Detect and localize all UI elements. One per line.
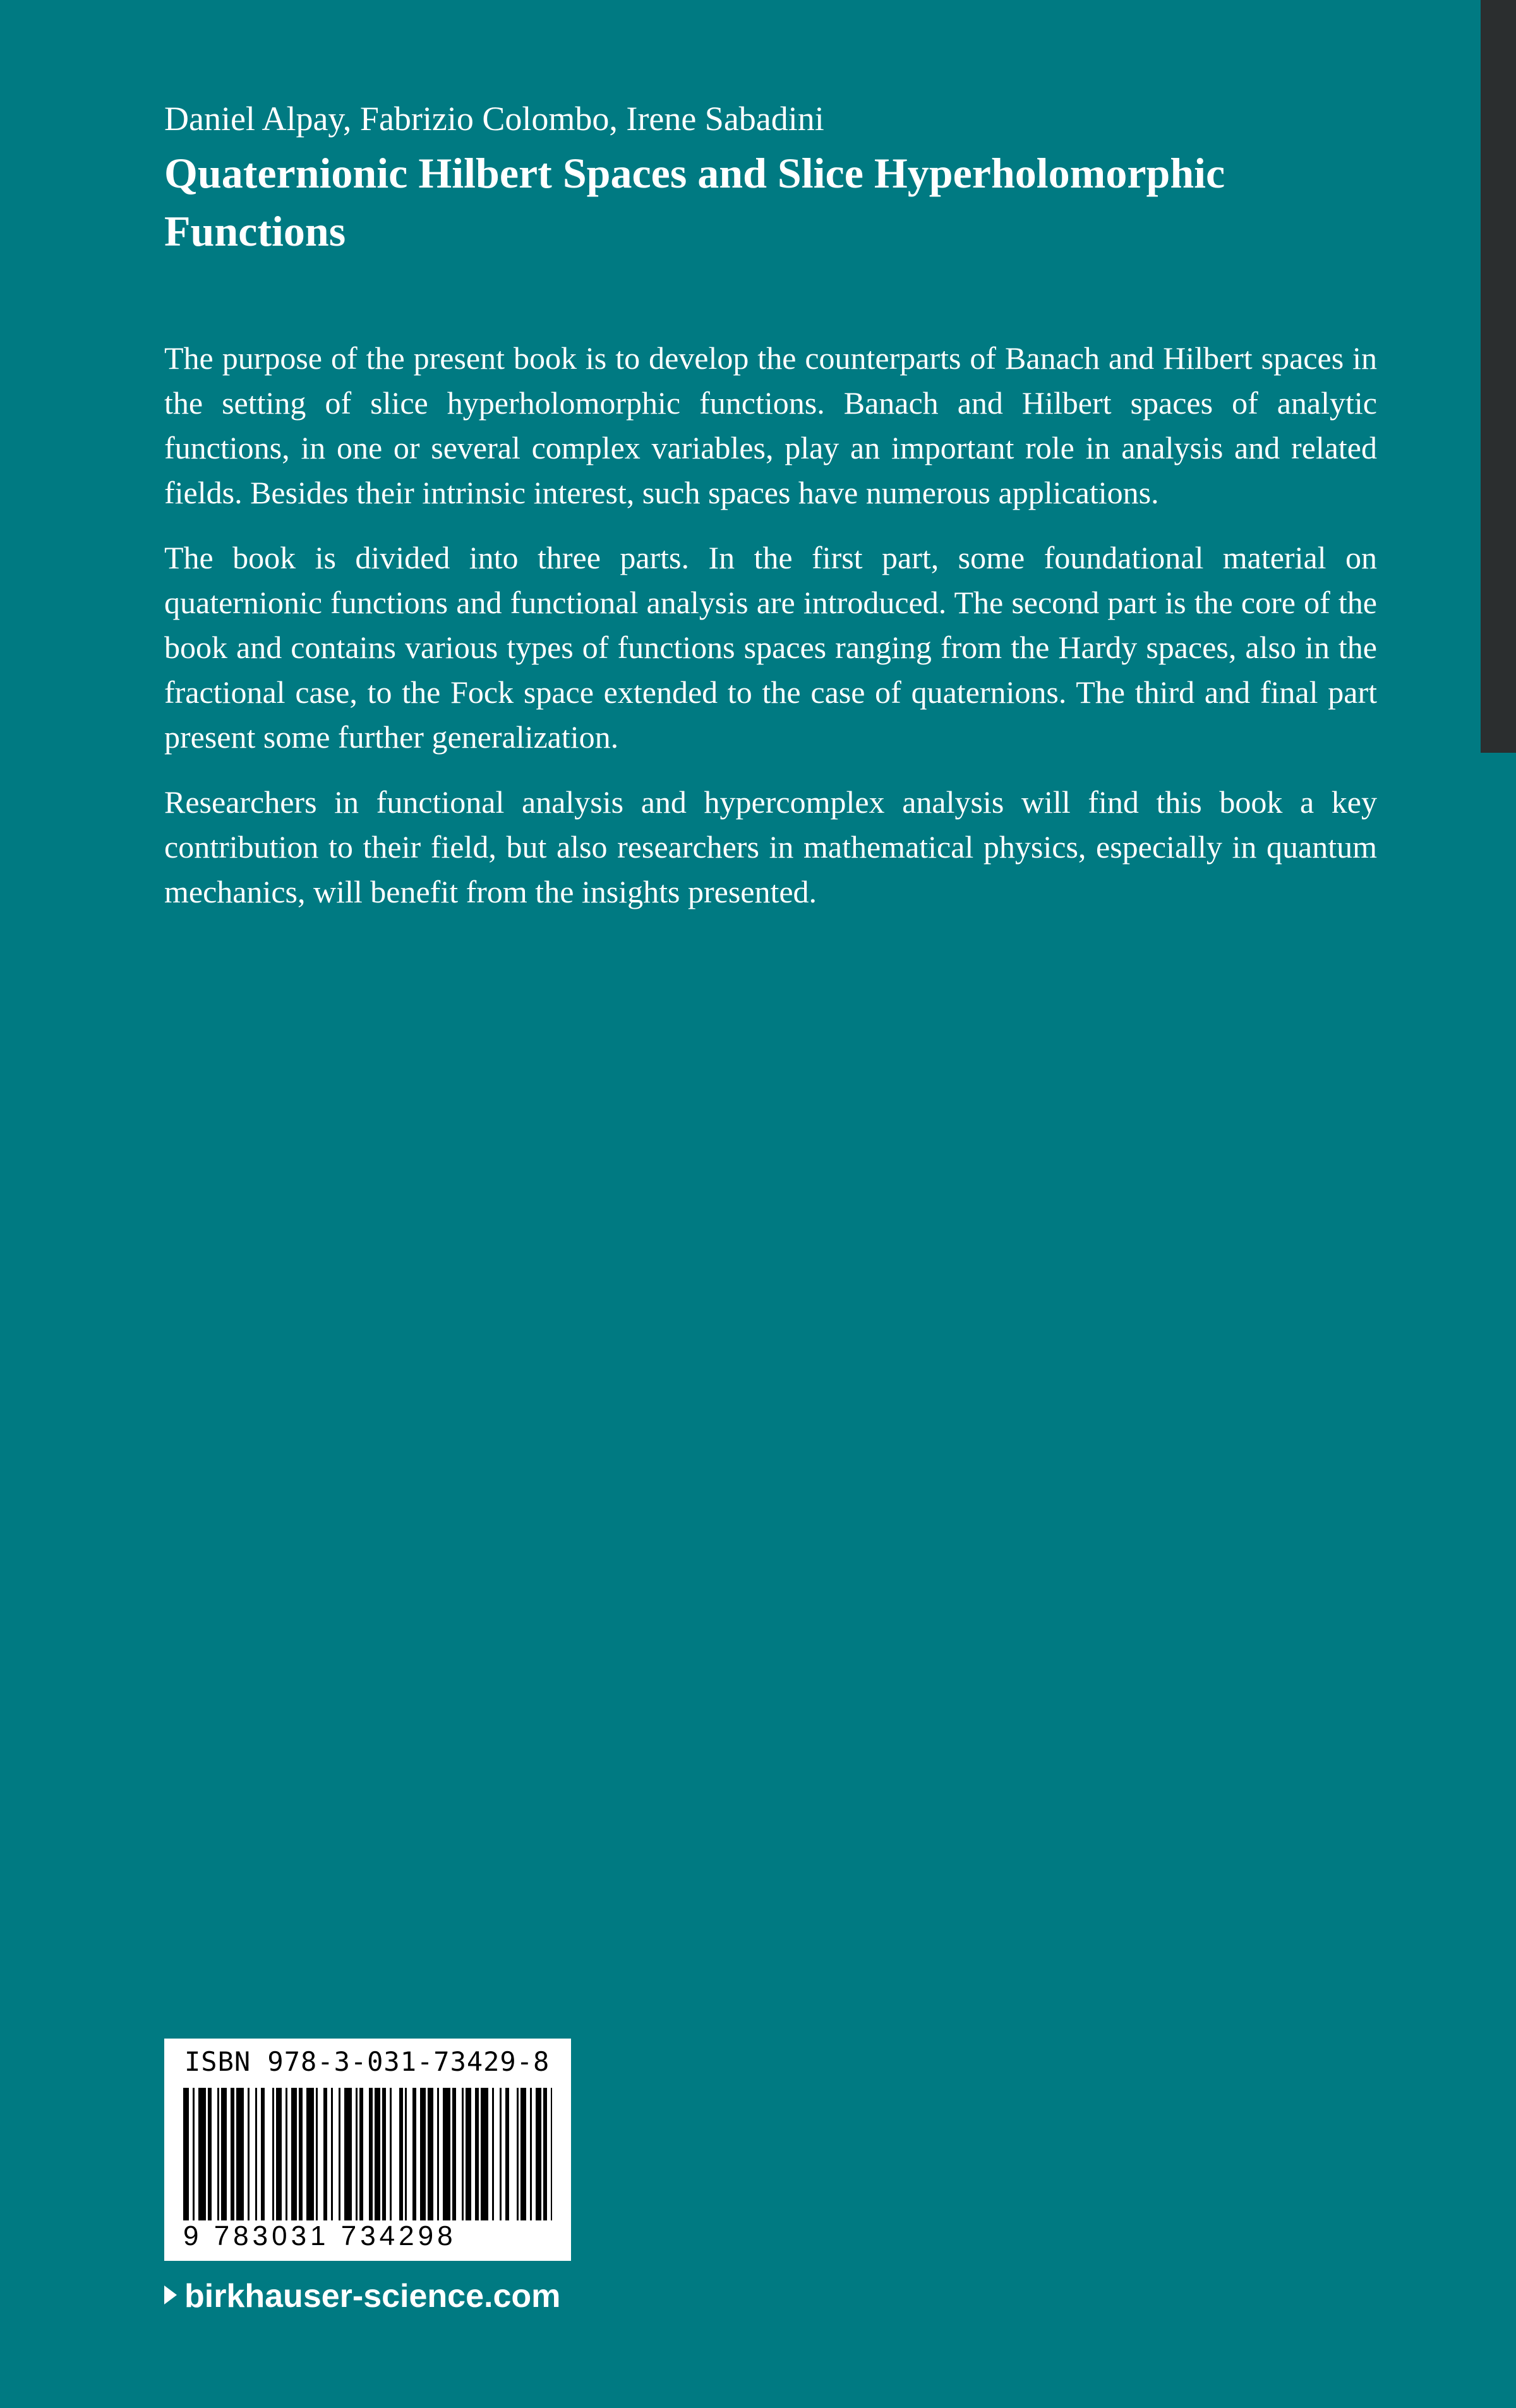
barcode-bar (217, 2088, 219, 2220)
barcode-bar (452, 2088, 456, 2220)
barcode-bar (193, 2088, 195, 2220)
barcode-bar (399, 2088, 403, 2220)
barcode-bar (261, 2088, 265, 2220)
barcode-bar (299, 2088, 303, 2220)
barcode-bar (462, 2088, 464, 2220)
barcode-bar (420, 2088, 426, 2220)
barcode-bar (291, 2088, 297, 2220)
barcode-bar (248, 2088, 250, 2220)
barcode-bar (344, 2088, 352, 2220)
description-paragraph: Researchers in functional analysis and hypercomplex analysis will find this book a key contribution to their field, but also researchers in mathematical physics, especially in quantum mechanics, will benefit from the insights presented. (164, 784, 1377, 909)
barcode-bar (323, 2088, 327, 2220)
description-paragraph: The purpose of the present book is to develop the counterparts of Banach and Hilbert spaces in the setting of slice hyperholomorphic functions. Banach and Hilbert spaces of analytic functions, in one or several complex variables, play an important role in analysis and related fields. Besides their intrinsic interest, such spaces have numerous applications. (164, 340, 1377, 510)
barcode-bar (369, 2088, 373, 2220)
barcode-bar (481, 2088, 488, 2220)
back-cover-description (164, 336, 1377, 935)
authors: Daniel Alpay, Fabrizio Colombo, Irene Sabadini (164, 100, 824, 138)
barcode-bar (375, 2088, 380, 2220)
barcode-bar (221, 2088, 227, 2220)
barcode-bar (272, 2088, 274, 2220)
barcode-bar (405, 2088, 407, 2220)
barcode-bar (475, 2088, 479, 2220)
barcode-bar (356, 2088, 358, 2220)
barcode-bar (520, 2088, 526, 2220)
barcode-bar (536, 2088, 541, 2220)
barcode-bar (359, 2088, 363, 2220)
barcode-bar (208, 2088, 212, 2220)
barcode-bar (286, 2088, 287, 2220)
barcode-bar (339, 2088, 340, 2220)
barcode-bar (437, 2088, 439, 2220)
barcode-bar (505, 2088, 509, 2220)
barcode-bar (466, 2088, 471, 2220)
isbn-label: ISBN 978-3-031-73429-8 (184, 2046, 550, 2077)
publisher-link[interactable] (164, 2277, 560, 2315)
barcode-bar (390, 2088, 392, 2220)
barcode-bar (331, 2088, 333, 2220)
book-title: Quaternionic Hilbert Spaces and Slice Hyperholomorphic Functions (164, 149, 1225, 255)
description-paragraph: The book is divided into three parts. In the first part, some foundational material on quaternionic functions and functional analysis are introduced. The second part is the core of the book and contains various types of functions spaces ranging from the Hardy spaces, also in the fractional case, to the Fock space extended to the case of quaternions. The third and final part present some further generalization. (164, 540, 1377, 755)
barcode-bar (382, 2088, 386, 2220)
barcode-bar (236, 2088, 244, 2220)
spine-edge (1481, 0, 1516, 753)
barcode-bar (517, 2088, 519, 2220)
barcode-digits: 9 783031 734298 (183, 2220, 457, 2251)
barcode-bar (551, 2088, 552, 2220)
barcode-bar (428, 2088, 433, 2220)
barcode-bar (443, 2088, 450, 2220)
publisher-url: birkhauser-science.com (184, 2278, 561, 2315)
barcode-bar (231, 2088, 234, 2220)
arrow-right-icon (164, 2285, 177, 2304)
barcode-bar (500, 2088, 502, 2220)
barcode-bar (530, 2088, 532, 2220)
barcode-bar (198, 2088, 206, 2220)
isbn-barcode (164, 2039, 571, 2261)
barcode-bars (183, 2088, 552, 2220)
barcode-bar (276, 2088, 282, 2220)
barcode-bar (316, 2088, 318, 2220)
barcode-bar (255, 2088, 257, 2220)
barcode-bar (412, 2088, 416, 2220)
barcode-bar (183, 2088, 189, 2220)
barcode-bar (543, 2088, 547, 2220)
barcode-bar (492, 2088, 494, 2220)
barcode-bar (306, 2088, 314, 2220)
